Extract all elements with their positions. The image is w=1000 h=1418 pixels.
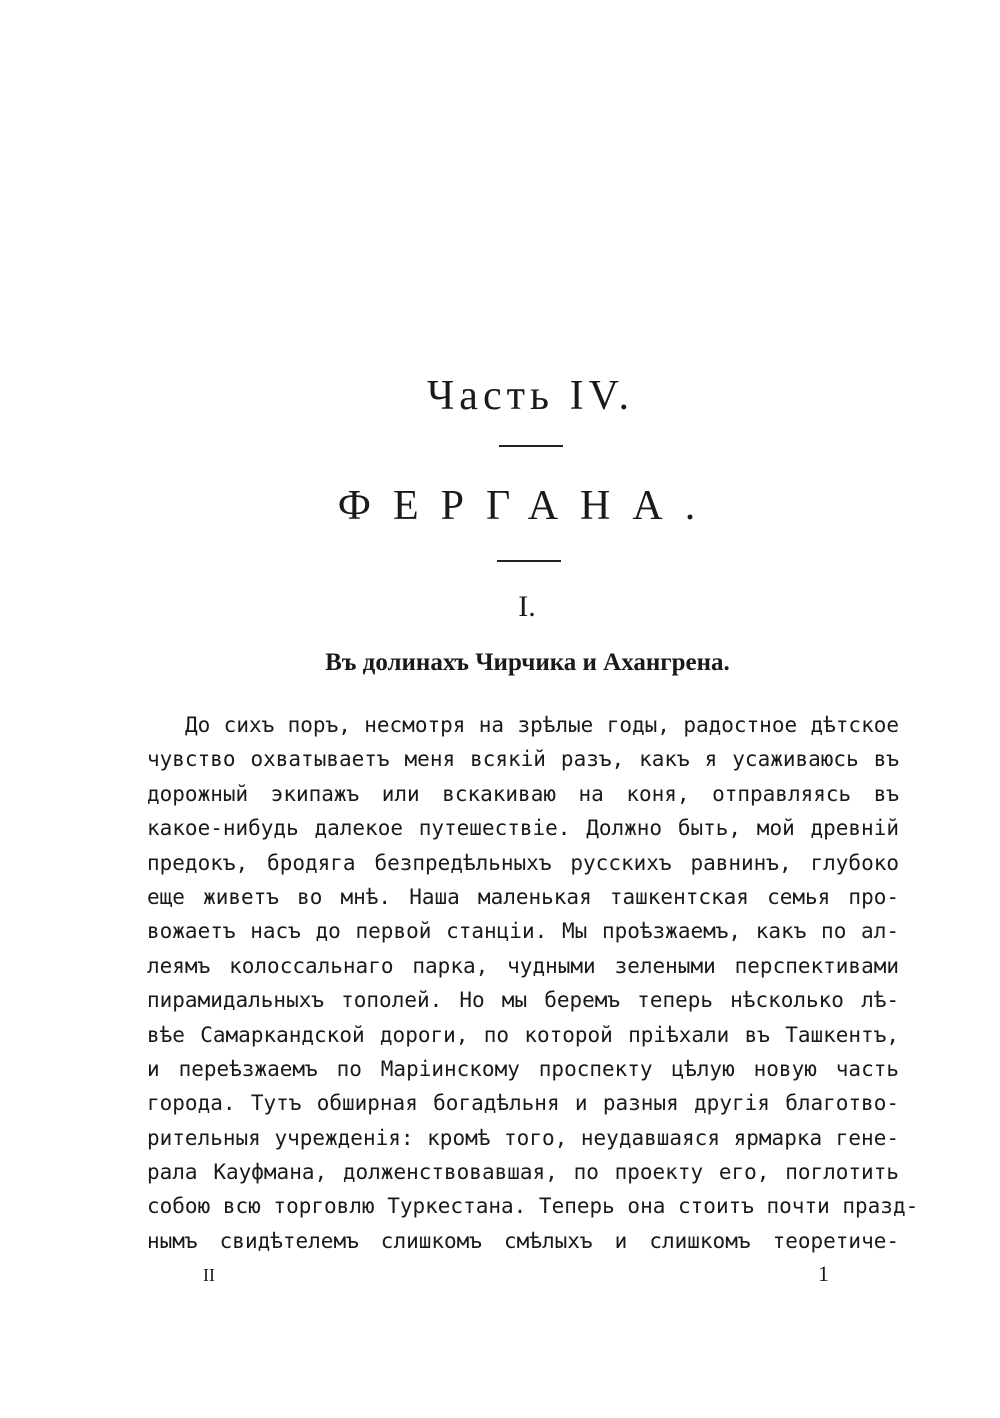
divider-rule-top — [499, 445, 563, 447]
body-line: пирамидальныхъ тополей. Но мы беремъ теперь нѣсколько лѣ- — [147, 988, 899, 1013]
signature-mark: II — [203, 1265, 215, 1285]
body-line: вожаетъ насъ до первой станціи. Мы проѣзжаемъ, какъ по ал- — [147, 919, 899, 944]
body-line: и переѣзжаемъ по Маріинскому проспекту цѣлую новую часть — [147, 1056, 899, 1081]
body-line: дорожный экипажъ или вскакиваю на коня, отправляясь въ — [147, 781, 899, 806]
chapter-title: Въ долинахъ Чирчика и Ахангрена. — [325, 649, 730, 676]
body-text — [147, 708, 919, 1258]
body-line: города. Тутъ обширная богадѣльня и разныя другія благотво- — [147, 1091, 899, 1116]
body-line: вѣе Самаркандской дороги, по которой пріѣхали въ Ташкентъ, — [147, 1022, 899, 1047]
body-line: леямъ колоссальнаго парка, чудными зелеными перспективами — [147, 953, 899, 978]
body-line: До сихъ поръ, несмотря на зрѣлые годы, радостное дѣтское — [185, 713, 899, 737]
body-line: чувство охватываетъ меня всякій разъ, какъ я усаживаюсь въ — [147, 747, 899, 772]
chapter-number: I. — [518, 590, 536, 623]
page-number: 1 — [818, 1261, 829, 1286]
body-line: собою всю торговлю Туркестана. Теперь она стоитъ почти празд- — [147, 1194, 919, 1219]
body-line: рительныя учрежденія: кромѣ того, неудавшаяся ярмарка гене- — [147, 1125, 899, 1150]
body-line: рала Кауфмана, долженствовавшая, по проекту его, поглотить — [147, 1160, 899, 1185]
body-line: какое-нибудь далекое путешествіе. Должно быть, мой древній — [147, 816, 899, 841]
part-title: Часть IV. — [427, 373, 634, 419]
section-title: ФЕРГАНА. — [337, 483, 718, 529]
body-line: предокъ, бродяга безпредѣльныхъ русскихъ равнинъ, глубоко — [147, 850, 899, 875]
body-line: еще живетъ во мнѣ. Наша маленькая ташкентская семья про- — [147, 884, 899, 909]
body-line: нымъ свидѣтелемъ слишкомъ смѣлыхъ и слишкомъ теоретиче- — [147, 1228, 899, 1253]
divider-rule-bottom — [497, 560, 561, 562]
